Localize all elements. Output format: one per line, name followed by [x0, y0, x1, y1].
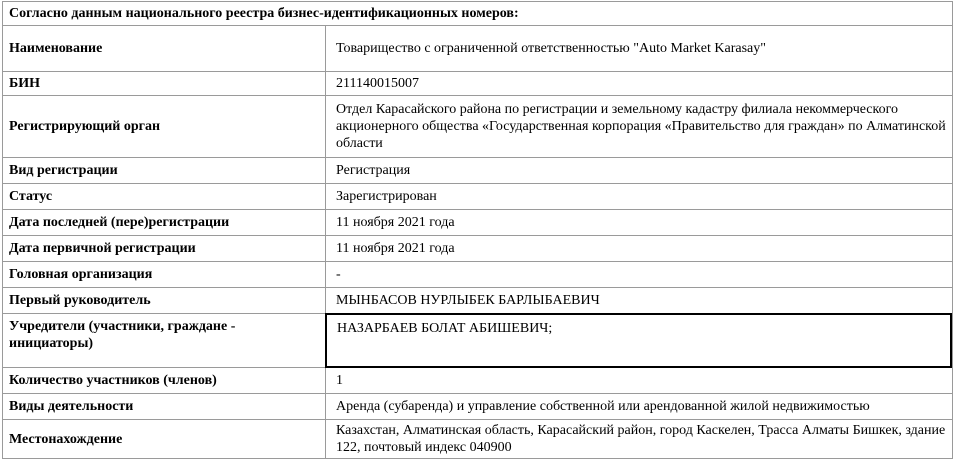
- row-value: Зарегистрирован: [336, 189, 437, 204]
- row-label: Дата первичной регистрации: [3, 236, 326, 261]
- row-value: Аренда (субаренда) и управление собственной или арендованной жилой недвижимостью: [336, 399, 870, 414]
- row-value: 11 ноября 2021 года: [336, 241, 455, 256]
- table-row-registering-authority: [3, 96, 952, 158]
- row-value: Товарищество с ограниченной ответственностью "Auto Market Karasay": [336, 41, 766, 56]
- table-row-member-count: [3, 368, 952, 394]
- row-label: Вид регистрации: [3, 158, 326, 183]
- table-row-last-registration-date: [3, 210, 952, 236]
- row-label: Местонахождение: [3, 420, 326, 458]
- row-label: Учредители (участники, граждане - инициаторы): [3, 314, 326, 367]
- table-row-first-manager: [3, 288, 952, 314]
- row-label: Количество участников (членов): [3, 368, 326, 393]
- row-label: Первый руководитель: [3, 288, 326, 313]
- table-row-bin: [3, 72, 952, 96]
- row-value: -: [336, 267, 341, 282]
- row-label: БИН: [3, 72, 326, 95]
- row-value: 1: [336, 373, 343, 388]
- row-value: МЫНБАСОВ НУРЛЫБЕК БАРЛЫБАЕВИЧ: [336, 293, 600, 308]
- table-row-parent-organization: [3, 262, 952, 288]
- row-value: НАЗАРБАЕВ БОЛАТ АБИШЕВИЧ;: [325, 313, 952, 368]
- row-label: Головная организация: [3, 262, 326, 287]
- row-value: Казахстан, Алматинская область, Карасайский район, город Каскелен, Трасса Алматы Бишкек, здание 122, почтовый индекс 040900: [336, 423, 946, 455]
- row-label: Дата последней (пере)регистрации: [3, 210, 326, 235]
- table-row-name: [3, 26, 952, 72]
- row-value: Отдел Карасайского района по регистрации и земельному кадастру филиала некоммерческого акционерного общества «Государственная корпорация «Правительство для граждан» по Алматинской области: [336, 102, 946, 151]
- row-value: 11 ноября 2021 года: [336, 215, 455, 230]
- row-value: Регистрация: [336, 163, 411, 178]
- table-row-location: [3, 420, 952, 458]
- row-value: 211140015007: [336, 76, 419, 91]
- table-row-activities: [3, 394, 952, 420]
- registry-table: [2, 1, 953, 459]
- table-header: Согласно данным национального реестра бизнес-идентификационных номеров:: [3, 2, 952, 26]
- row-label: Виды деятельности: [3, 394, 326, 419]
- row-label: Регистрирующий орган: [3, 96, 326, 157]
- table-row-first-registration-date: [3, 236, 952, 262]
- row-label: Статус: [3, 184, 326, 209]
- table-row-status: [3, 184, 952, 210]
- row-label: Наименование: [3, 26, 326, 71]
- table-row-registration-type: [3, 158, 952, 184]
- table-row-founders: [3, 314, 952, 368]
